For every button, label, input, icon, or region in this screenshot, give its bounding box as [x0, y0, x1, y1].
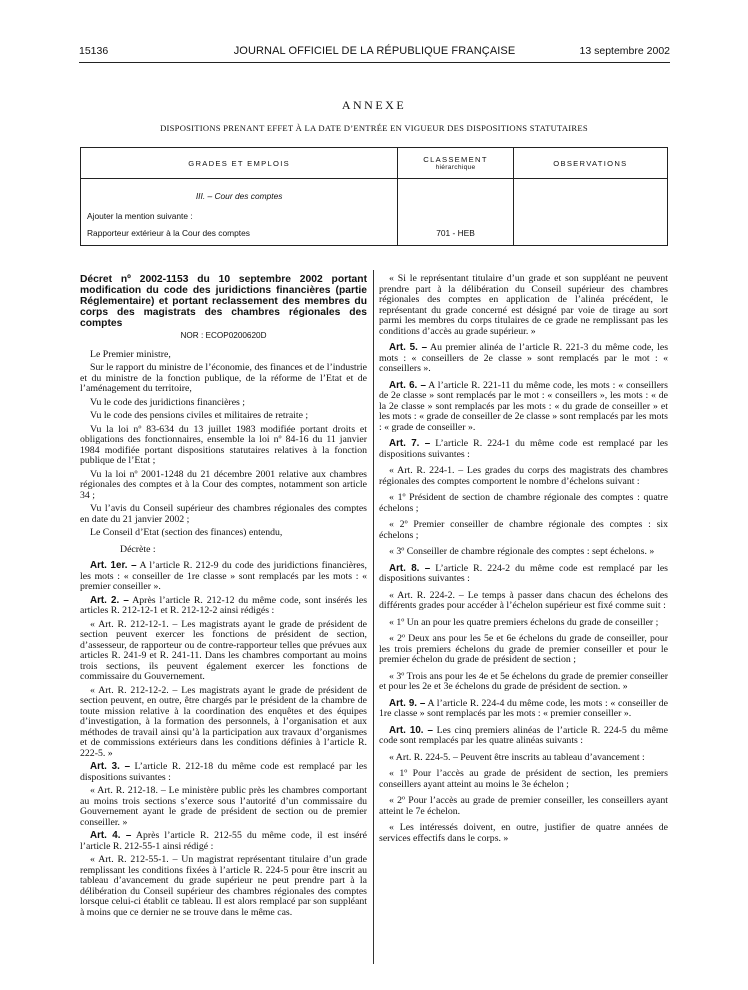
article-10-para: « 1º Pour l’accès au grade de président de section, les premiers conseillers ayant atteint au moins le 3e échelon ;: [379, 768, 668, 790]
left-column: [80, 274, 367, 921]
article-7-para: « 2º Premier conseiller de chambre régionale des comptes : six échelons ;: [379, 519, 668, 541]
article-8-para: « 1º Un an pour les quatre premiers échelons du grade de conseiller ;: [389, 616, 659, 628]
article-10-para: « Les intéressés doivent, en outre, justifier de quatre années de services effectifs dans le corps. »: [379, 822, 668, 844]
header-rule: [79, 62, 670, 63]
article-7-para: « 1º Président de section de chambre régionale des comptes : quatre échelons ;: [379, 492, 668, 514]
article-8-para: « 2º Deux ans pour les 5e et 6e échelons du grade de conseiller, pour les trois premiers échelons du grade de premier conseiller et pour le premier échelon du grade de président de section ;: [379, 633, 668, 665]
article-2-para: « Art. R. 212-12-2. – Les magistrats ayant le grade de président de section peuvent, en outre, être chargés par le président de la chambre de toute mission relative à la coordination des enquêtes et des équipes d’investigation, à la formation des personnels, à l’organisation et aux méthodes de travail ainsi qu’à la participation aux travaux d’organismes et de commissions extérieurs dans les conditions définies à l’article R. 222-5. »: [80, 684, 367, 759]
col-grades-header: GRADES ET EMPLOIS: [81, 148, 398, 179]
intro-paragraph: Le Conseil d’Etat (section des finances) entendu,: [90, 527, 283, 538]
article-10-para: « 2º Pour l’accès au grade de premier conseiller, les conseillers ayant atteint le 7e échelon.: [379, 795, 668, 817]
right-column: [379, 274, 668, 850]
annexe-subtitle: DISPOSITIONS PRENANT EFFET À LA DATE D’ENTRÉE EN VIGUEUR DES DISPOSITIONS STATUTAIRES: [160, 123, 588, 133]
column-divider: [373, 270, 374, 964]
publication-date: 13 septembre 2002: [579, 45, 670, 57]
article-10-para: « Art. R. 224-5. – Peuvent être inscrits au tableau d’avancement :: [389, 751, 645, 763]
article-10: Art. 10. – Les cinq premiers alinéas de l’article R. 224-5 du même code sont remplacés par les quatre alinéas suivants :: [379, 724, 668, 746]
article-8-para: « 3º Trois ans pour les 4e et 5e échelons du grade de premier conseiller et pour les 2e et 3e échelons du grade de président de section. »: [379, 670, 668, 692]
article-5: Art. 5. – Au premier alinéa de l’article R. 221-3 du même code, les mots : « conseillers de 2e classe » sont remplacés par le mot : « conseillers ».: [379, 342, 669, 374]
table-header-row: [81, 148, 668, 179]
article-8: Art. 8. – L’article R. 224-2 du même code est remplacé par les dispositions suivantes :: [379, 562, 668, 584]
intro-paragraph: Vu la loi nº 83-634 du 13 juillet 1983 modifiée portant droits et obligations des fonctionnaires, ensemble la loi nº 84-16 du 11 janvier 1984 modifiée portant dispositions statutaires relatives à la fonction publique de l’Etat ;: [80, 423, 367, 466]
article-4-continued: « Si le représentant titulaire d’un grade et son suppléant ne peuvent prendre part à la délibération du Conseil supérieur des chambres régionales des comptes en application de l’alinéa précédent, le représentant du grade concerné est désigné par voie de tirage au sort parmi les membres du corps titulaires de ce grade ne remplissant pas les conditions d’accès au grade supérieur. »: [379, 273, 668, 337]
row-label: Rapporteur extérieur à la Cour des comptes: [87, 228, 250, 238]
decree-title: Décret nº 2002-1153 du 10 septembre 2002 portant modification du code des juridictions financières (partie Réglementaire) et portant reclassement des membres du corps des magistrats des chambres régionales des comptes: [80, 274, 367, 329]
article-8-para: « Art. R. 224-2. – Le temps à passer dans chacun des échelons des différents grades pour accéder à l’échelon supérieur est fixé comme suit :: [379, 589, 668, 611]
intro-paragraph: Vu le code des juridictions financières ;: [90, 396, 246, 408]
nor-reference: NOR : ECOP0200620D: [180, 331, 267, 340]
intro-paragraph: Vu la loi nº 2001-1248 du 21 décembre 2001 relative aux chambres régionales des comptes et à la Cour des comptes, notamment son article 34 ;: [80, 468, 367, 501]
decrete-label: Décrète :: [120, 543, 156, 555]
col-classement-sublabel: hiérarchique: [435, 164, 476, 171]
article-9: Art. 9. – A l’article R. 224-4 du même code, les mots : « conseiller de 1re classe » sont remplacés par les mots : « premier conseiller ».: [379, 697, 668, 719]
journal-title: JOURNAL OFFICIEL DE LA RÉPUBLIQUE FRANÇAISE: [233, 45, 516, 57]
article-4: Art. 4. – Après l’article R. 212-55 du même code, il est inséré l’article R. 212-55-1 ainsi rédigé :: [80, 830, 367, 852]
article-7: Art. 7. – L’article R. 224-1 du même code est remplacé par les dispositions suivantes :: [379, 438, 668, 460]
table-row: [81, 179, 668, 246]
annexe-title: ANNEXE: [341, 98, 407, 112]
section-label: III. – Cour des comptes: [195, 191, 283, 201]
page-number: 15136: [79, 45, 109, 57]
cell-grades: [81, 179, 398, 246]
article-1: Art. 1er. – A l’article R. 212-9 du code des juridictions financières, les mots : « conseiller de 1re classe » sont remplacés par les mots : « premier conseiller ».: [80, 560, 368, 592]
cell-observations: [513, 179, 667, 246]
annexe-table: [80, 147, 668, 246]
intro-paragraph: Sur le rapport du ministre de l’économie, des finances et de l’industrie et du ministre de la fonction publique, de la réforme de l’Etat et de l’aménagement du territoire,: [80, 362, 367, 394]
page-header: [79, 45, 670, 63]
intro-paragraph: Vu l’avis du Conseil supérieur des chambres régionales des comptes en date du 21 janvier 2002 ;: [80, 503, 367, 525]
article-6: Art. 6. – A l’article R. 221-11 du même code, les mots : « conseillers de 2e classe » sont remplacés par le mot : « conseillers », les mots : « de la 2e classe » sont remplacés par les mots : « du grade de conseiller » et les mots : « grade de conseiller de 2e classe » sont remplacés par les mots : « grade de conseiller ».: [379, 379, 668, 433]
col-observations-header: OBSERVATIONS: [513, 148, 667, 179]
row-code: 701 - HEB: [436, 228, 475, 238]
mention-label: Ajouter la mention suivante :: [87, 211, 193, 221]
article-2: Art. 2. – Après l’article R. 212-12 du même code, sont insérés les articles R. 212-12-1 et R. 212-12-2 ainsi rédigés :: [80, 594, 368, 616]
intro-paragraph: Vu le code des pensions civiles et militaires de retraite ;: [90, 410, 309, 421]
col-classement-label: CLASSEMENT: [423, 155, 488, 164]
article-4-para: « Art. R. 212-55-1. – Un magistrat représentant titulaire d’un grade remplissant les conditions fixées à l’article R. 224-5 pour être inscrit au tableau d’avancement du grade supérieur ne peut prendre part à la délibération du Conseil supérieur des chambres régionales des comptes lorsque celui-ci établit ce tableau. Il est alors remplacé par son suppléant à moins que ce dernier ne se trouve dans le même cas.: [80, 854, 367, 918]
article-7-para: « 3º Conseiller de chambre régionale des comptes : sept échelons. »: [389, 546, 655, 557]
article-3: Art. 3. – L’article R. 212-18 du même code est remplacé par les dispositions suivantes :: [80, 761, 368, 783]
article-3-para: « Art. R. 212-18. – Le ministère public près les chambres comportant au moins trois sections s’exerce sous l’autorité d’un commissaire du Gouvernement ayant le grade de président de section ou de premier conseiller. »: [80, 785, 367, 828]
col-classement-header: [398, 148, 514, 179]
article-2-para: « Art. R. 212-12-1. – Les magistrats ayant le grade de président de section peuvent exercer les fonctions de président de section, d’assesseur, de rapporteur ou de contre-rapporteur telles que prévues aux articles R. 241-9 et R. 241-11. Dans les chambres comportant au moins trois sections, ils peuvent également exercer les fonctions de commissaire du Gouvernement.: [80, 618, 367, 682]
cell-classement: [398, 179, 514, 246]
intro-paragraph: Le Premier ministre,: [90, 348, 171, 360]
article-7-para: « Art. R. 224-1. – Les grades du corps des magistrats des chambres régionales des comptes comportent le nombre d’échelons suivant :: [379, 465, 668, 487]
